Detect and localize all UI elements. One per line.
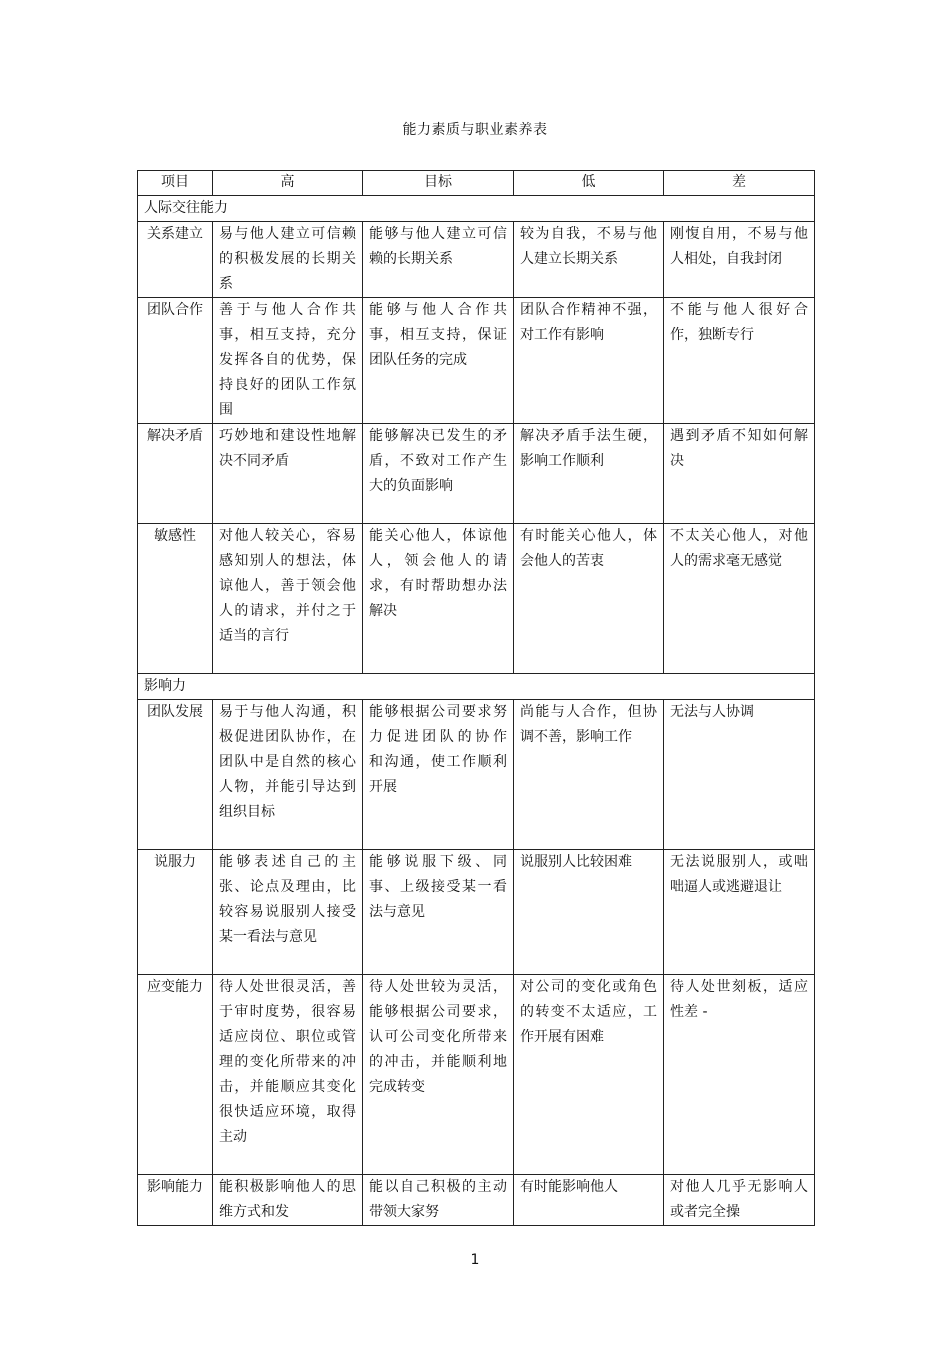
ability-quality-table (137, 170, 815, 1226)
table-row (138, 700, 815, 850)
section-title: 人际交往能力 (138, 196, 815, 222)
cell-target: 能够解决已发生的矛盾，不致对工作产生大的负面影响 (363, 424, 514, 524)
table-row (138, 222, 815, 298)
row-item-label: 敏感性 (138, 524, 213, 674)
cell-poor: 待人处世刻板，适应性差 - (664, 975, 815, 1175)
cell-high: 待人处世很灵活，善于审时度势，很容易适应岗位、职位或管理的变化所带来的冲击，并能顺应其变化很快适应环境，取得主动 (213, 975, 363, 1175)
row-item-label: 说服力 (138, 850, 213, 975)
section-row (138, 196, 815, 222)
cell-high: 能够表述自己的主张、论点及理由，比较容易说服别人接受某一看法与意见 (213, 850, 363, 975)
cell-target: 能关心他人，体谅他人，领会他人的请求，有时帮助想办法解决 (363, 524, 514, 674)
table-row (138, 424, 815, 524)
document-title: 能力素质与职业素养表 (402, 122, 548, 138)
row-item-label: 解决矛盾 (138, 424, 213, 524)
row-item-label: 团队合作 (138, 298, 213, 424)
cell-target: 能够与他人合作共事，相互支持，保证团队任务的完成 (363, 298, 514, 424)
table-row (138, 850, 815, 975)
table-row (138, 524, 815, 674)
cell-target: 能够根据公司要求努力促进团队的协作 和沟通，使工作顺利开展 (363, 700, 514, 850)
cell-poor: 无法与人协调 (664, 700, 815, 850)
cell-target: 能够说服下级、同事、上级接受某一看法与意见 (363, 850, 514, 975)
cell-high: 易于与他人沟通，积极促进团队协作，在团队中是自然的核心人物，并能引导达到组织目标 (213, 700, 363, 850)
cell-poor: 不太关心他人，对他人的需求毫无感觉 (664, 524, 815, 674)
section-row (138, 674, 815, 700)
header-item: 项目 (138, 171, 213, 196)
cell-target: 待人处世较为灵活，能够根据公司要求，认可公司变化所带来的冲击，并能顺利地完成转变 (363, 975, 514, 1175)
cell-high: 易与他人建立可信赖的积极发展的长期关系 (213, 222, 363, 298)
header-low: 低 (514, 171, 664, 196)
page-number: 1 (470, 1252, 480, 1268)
cell-low: 较为自我，不易与他人建立长期关系 (514, 222, 664, 298)
cell-target: 能够与他人建立可信赖的长期关系 (363, 222, 514, 298)
cell-poor: 不能与他人很好合作，独断专行 (664, 298, 815, 424)
cell-poor: 刚愎自用，不易与他人相处，自我封闭 (664, 222, 815, 298)
row-item-label: 关系建立 (138, 222, 213, 298)
cell-high: 善于与他人合作共事，相互支持，充分发挥各自的优势，保持良好的团队工作氛围 (213, 298, 363, 424)
cell-high: 巧妙地和建设性地解决不同矛盾 (213, 424, 363, 524)
section-title: 影响力 (138, 674, 815, 700)
cell-low: 有时能关心他人，体会他人的苦衷 (514, 524, 664, 674)
cell-low: 有时能影响他人 (514, 1175, 664, 1226)
header-target: 目标 (363, 171, 514, 196)
cell-poor: 遇到矛盾不知如何解决 (664, 424, 815, 524)
cell-high: 对他人较关心，容易感知别人的想法，体谅他人，善于领会他人的请求，并付之于适当的言行 (213, 524, 363, 674)
table-header-row (138, 171, 815, 196)
header-high: 高 (213, 171, 363, 196)
cell-poor: 对他人几乎无影响人或者完全操 (664, 1175, 815, 1226)
cell-low: 尚能与人合作，但协调不善，影响工作 (514, 700, 664, 850)
row-item-label: 影响能力 (138, 1175, 213, 1226)
cell-poor: 无法说服别人，或咄咄逼人或逃避退让 (664, 850, 815, 975)
table-row (138, 1175, 815, 1226)
table-row (138, 975, 815, 1175)
cell-target: 能以自己积极的主动带领大家努 (363, 1175, 514, 1226)
cell-low: 对公司的变化或角色的转变不太适应，工作开展有困难 (514, 975, 664, 1175)
header-poor: 差 (664, 171, 815, 196)
row-item-label: 团队发展 (138, 700, 213, 850)
cell-high: 能积极影响他人的思维方式和发 (213, 1175, 363, 1226)
cell-low: 解决矛盾手法生硬，影响工作顺利 (514, 424, 664, 524)
table-row (138, 298, 815, 424)
cell-low: 团队合作精神不强，对工作有影响 (514, 298, 664, 424)
cell-low: 说服别人比较困难 (514, 850, 664, 975)
row-item-label: 应变能力 (138, 975, 213, 1175)
